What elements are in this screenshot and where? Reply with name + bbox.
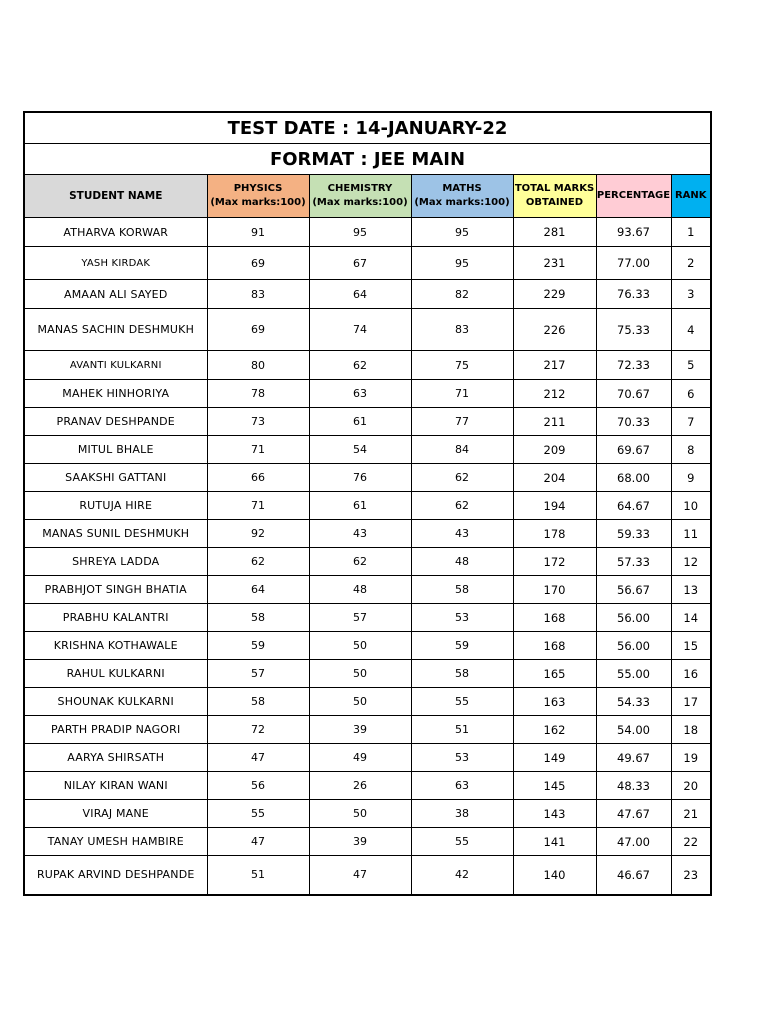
cell-rank: 13: [671, 576, 711, 604]
cell-chemistry: 54: [309, 436, 411, 464]
cell-student-name: RUPAK ARVIND DESHPANDE: [24, 856, 207, 895]
cell-rank: 4: [671, 309, 711, 351]
cell-maths: 43: [411, 520, 513, 548]
cell-maths: 77: [411, 408, 513, 436]
table-row: [24, 408, 711, 436]
cell-chemistry: 26: [309, 772, 411, 800]
cell-percentage: 57.33: [596, 548, 671, 576]
cell-physics: 56: [207, 772, 309, 800]
cell-physics: 58: [207, 688, 309, 716]
cell-student-name: YASH KIRDAK: [24, 247, 207, 280]
cell-rank: 7: [671, 408, 711, 436]
table-row: [24, 520, 711, 548]
table-row: [24, 351, 711, 380]
cell-physics: 58: [207, 604, 309, 632]
table-row: [24, 218, 711, 247]
cell-total-marks: 163: [513, 688, 596, 716]
cell-maths: 38: [411, 800, 513, 828]
cell-percentage: 49.67: [596, 744, 671, 772]
table-row: [24, 492, 711, 520]
header-chemistry: CHEMISTRY (Max marks:100): [309, 175, 411, 218]
table-row: [24, 856, 711, 895]
cell-percentage: 59.33: [596, 520, 671, 548]
table-row: [24, 604, 711, 632]
cell-physics: 51: [207, 856, 309, 895]
cell-percentage: 56.00: [596, 604, 671, 632]
cell-student-name: KRISHNA KOTHAWALE: [24, 632, 207, 660]
cell-rank: 11: [671, 520, 711, 548]
table-row: [24, 309, 711, 351]
cell-maths: 63: [411, 772, 513, 800]
cell-student-name: PRABHU KALANTRI: [24, 604, 207, 632]
cell-percentage: 47.00: [596, 828, 671, 856]
cell-physics: 69: [207, 309, 309, 351]
cell-rank: 2: [671, 247, 711, 280]
cell-student-name: AARYA SHIRSATH: [24, 744, 207, 772]
cell-chemistry: 76: [309, 464, 411, 492]
cell-total-marks: 172: [513, 548, 596, 576]
cell-maths: 53: [411, 744, 513, 772]
cell-physics: 55: [207, 800, 309, 828]
cell-maths: 71: [411, 380, 513, 408]
cell-percentage: 76.33: [596, 280, 671, 309]
cell-student-name: SAAKSHI GATTANI: [24, 464, 207, 492]
cell-student-name: MAHEK HINHORIYA: [24, 380, 207, 408]
cell-maths: 51: [411, 716, 513, 744]
cell-percentage: 93.67: [596, 218, 671, 247]
cell-rank: 19: [671, 744, 711, 772]
cell-percentage: 56.00: [596, 632, 671, 660]
cell-rank: 18: [671, 716, 711, 744]
cell-percentage: 56.67: [596, 576, 671, 604]
cell-percentage: 48.33: [596, 772, 671, 800]
cell-percentage: 75.33: [596, 309, 671, 351]
table-row: [24, 380, 711, 408]
cell-total-marks: 145: [513, 772, 596, 800]
cell-chemistry: 57: [309, 604, 411, 632]
cell-chemistry: 67: [309, 247, 411, 280]
cell-chemistry: 49: [309, 744, 411, 772]
cell-rank: 21: [671, 800, 711, 828]
cell-student-name: RUTUJA HIRE: [24, 492, 207, 520]
cell-chemistry: 74: [309, 309, 411, 351]
header-student-name: STUDENT NAME: [24, 175, 207, 218]
table-row: [24, 280, 711, 309]
cell-total-marks: 209: [513, 436, 596, 464]
cell-total-marks: 165: [513, 660, 596, 688]
cell-percentage: 70.33: [596, 408, 671, 436]
cell-chemistry: 50: [309, 660, 411, 688]
cell-maths: 82: [411, 280, 513, 309]
cell-chemistry: 48: [309, 576, 411, 604]
table-row: [24, 464, 711, 492]
cell-student-name: MITUL BHALE: [24, 436, 207, 464]
cell-chemistry: 50: [309, 632, 411, 660]
cell-student-name: PRANAV DESHPANDE: [24, 408, 207, 436]
cell-physics: 69: [207, 247, 309, 280]
cell-total-marks: 143: [513, 800, 596, 828]
header-percentage: PERCENTAGE: [596, 175, 671, 218]
cell-total-marks: 140: [513, 856, 596, 895]
results-table: [23, 111, 712, 896]
cell-rank: 23: [671, 856, 711, 895]
cell-total-marks: 141: [513, 828, 596, 856]
cell-student-name: VIRAJ MANE: [24, 800, 207, 828]
cell-chemistry: 62: [309, 351, 411, 380]
cell-maths: 83: [411, 309, 513, 351]
cell-maths: 58: [411, 576, 513, 604]
result-sheet: [23, 111, 710, 896]
cell-physics: 71: [207, 436, 309, 464]
cell-chemistry: 95: [309, 218, 411, 247]
cell-chemistry: 61: [309, 408, 411, 436]
cell-maths: 48: [411, 548, 513, 576]
cell-percentage: 68.00: [596, 464, 671, 492]
cell-rank: 6: [671, 380, 711, 408]
cell-rank: 16: [671, 660, 711, 688]
cell-total-marks: 281: [513, 218, 596, 247]
cell-percentage: 69.67: [596, 436, 671, 464]
cell-physics: 59: [207, 632, 309, 660]
cell-maths: 75: [411, 351, 513, 380]
cell-student-name: TANAY UMESH HAMBIRE: [24, 828, 207, 856]
cell-maths: 84: [411, 436, 513, 464]
cell-maths: 62: [411, 464, 513, 492]
cell-rank: 9: [671, 464, 711, 492]
cell-total-marks: 231: [513, 247, 596, 280]
table-row: [24, 772, 711, 800]
cell-chemistry: 39: [309, 828, 411, 856]
cell-physics: 47: [207, 744, 309, 772]
cell-percentage: 72.33: [596, 351, 671, 380]
cell-percentage: 70.67: [596, 380, 671, 408]
cell-student-name: SHOUNAK KULKARNI: [24, 688, 207, 716]
format-title: FORMAT : JEE MAIN: [24, 144, 711, 175]
cell-student-name: MANAS SACHIN DESHMUKH: [24, 309, 207, 351]
cell-total-marks: 194: [513, 492, 596, 520]
cell-physics: 72: [207, 716, 309, 744]
table-row: [24, 688, 711, 716]
cell-physics: 83: [207, 280, 309, 309]
cell-maths: 58: [411, 660, 513, 688]
cell-rank: 20: [671, 772, 711, 800]
cell-chemistry: 39: [309, 716, 411, 744]
cell-total-marks: 149: [513, 744, 596, 772]
cell-percentage: 47.67: [596, 800, 671, 828]
cell-percentage: 46.67: [596, 856, 671, 895]
cell-maths: 55: [411, 688, 513, 716]
table-row: [24, 800, 711, 828]
cell-total-marks: 204: [513, 464, 596, 492]
cell-student-name: PARTH PRADIP NAGORI: [24, 716, 207, 744]
cell-chemistry: 64: [309, 280, 411, 309]
cell-total-marks: 170: [513, 576, 596, 604]
cell-student-name: NILAY KIRAN WANI: [24, 772, 207, 800]
cell-rank: 12: [671, 548, 711, 576]
cell-chemistry: 50: [309, 688, 411, 716]
cell-physics: 78: [207, 380, 309, 408]
table-row: [24, 828, 711, 856]
cell-student-name: RAHUL KULKARNI: [24, 660, 207, 688]
cell-total-marks: 168: [513, 604, 596, 632]
cell-maths: 62: [411, 492, 513, 520]
table-row: [24, 660, 711, 688]
header-total-marks: TOTAL MARKS OBTAINED: [513, 175, 596, 218]
header-physics: PHYSICS (Max marks:100): [207, 175, 309, 218]
cell-percentage: 77.00: [596, 247, 671, 280]
header-maths: MATHS (Max marks:100): [411, 175, 513, 218]
table-row: [24, 716, 711, 744]
cell-rank: 15: [671, 632, 711, 660]
cell-chemistry: 50: [309, 800, 411, 828]
cell-maths: 59: [411, 632, 513, 660]
cell-total-marks: 178: [513, 520, 596, 548]
cell-total-marks: 226: [513, 309, 596, 351]
cell-physics: 91: [207, 218, 309, 247]
table-row: [24, 632, 711, 660]
cell-chemistry: 43: [309, 520, 411, 548]
results-body: [24, 218, 711, 895]
cell-physics: 64: [207, 576, 309, 604]
cell-physics: 47: [207, 828, 309, 856]
cell-maths: 95: [411, 218, 513, 247]
cell-chemistry: 61: [309, 492, 411, 520]
cell-rank: 10: [671, 492, 711, 520]
cell-total-marks: 168: [513, 632, 596, 660]
cell-rank: 8: [671, 436, 711, 464]
cell-physics: 92: [207, 520, 309, 548]
table-row: [24, 436, 711, 464]
cell-percentage: 64.67: [596, 492, 671, 520]
cell-physics: 80: [207, 351, 309, 380]
cell-percentage: 55.00: [596, 660, 671, 688]
cell-student-name: ATHARVA KORWAR: [24, 218, 207, 247]
cell-maths: 55: [411, 828, 513, 856]
cell-student-name: AMAAN ALI SAYED: [24, 280, 207, 309]
cell-rank: 5: [671, 351, 711, 380]
cell-chemistry: 63: [309, 380, 411, 408]
cell-total-marks: 212: [513, 380, 596, 408]
cell-chemistry: 47: [309, 856, 411, 895]
cell-percentage: 54.00: [596, 716, 671, 744]
cell-physics: 62: [207, 548, 309, 576]
cell-physics: 71: [207, 492, 309, 520]
cell-physics: 73: [207, 408, 309, 436]
cell-chemistry: 62: [309, 548, 411, 576]
table-row: [24, 744, 711, 772]
table-row: [24, 247, 711, 280]
cell-total-marks: 217: [513, 351, 596, 380]
cell-percentage: 54.33: [596, 688, 671, 716]
table-row: [24, 576, 711, 604]
cell-rank: 17: [671, 688, 711, 716]
cell-physics: 57: [207, 660, 309, 688]
cell-total-marks: 162: [513, 716, 596, 744]
cell-rank: 3: [671, 280, 711, 309]
cell-maths: 42: [411, 856, 513, 895]
cell-rank: 14: [671, 604, 711, 632]
cell-rank: 1: [671, 218, 711, 247]
cell-student-name: AVANTI KULKARNI: [24, 351, 207, 380]
cell-physics: 66: [207, 464, 309, 492]
cell-total-marks: 229: [513, 280, 596, 309]
table-row: [24, 548, 711, 576]
header-rank: RANK: [671, 175, 711, 218]
cell-student-name: PRABHJOT SINGH BHATIA: [24, 576, 207, 604]
cell-student-name: MANAS SUNIL DESHMUKH: [24, 520, 207, 548]
test-date-title: TEST DATE : 14-JANUARY-22: [24, 112, 711, 144]
cell-student-name: SHREYA LADDA: [24, 548, 207, 576]
cell-rank: 22: [671, 828, 711, 856]
cell-maths: 53: [411, 604, 513, 632]
cell-maths: 95: [411, 247, 513, 280]
cell-total-marks: 211: [513, 408, 596, 436]
